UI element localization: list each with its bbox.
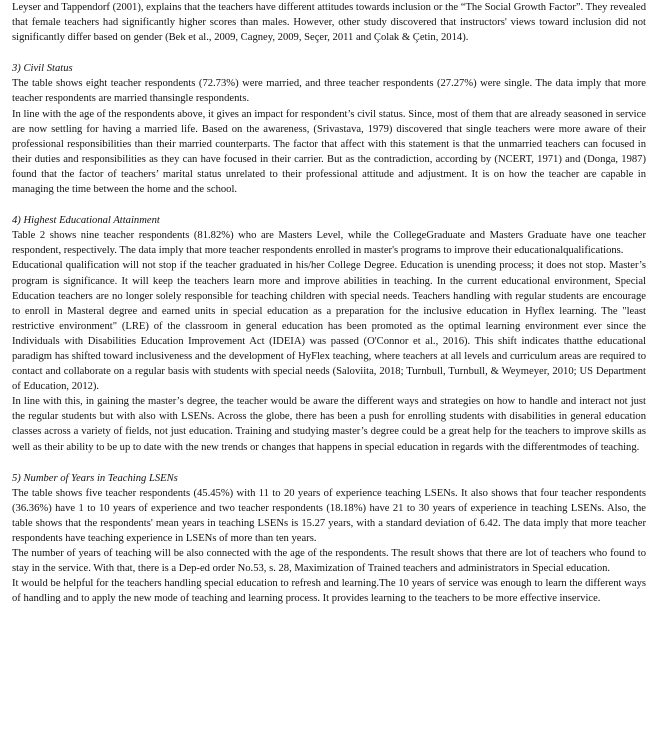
spacer (12, 455, 646, 471)
body-paragraph: In line with this, in gaining the master’s degree, the teacher would be aware the different ways and strategies on how to handle and interact not just the regular students but with also with LSENs. Across the globe, there has been a push for enrolling students with disabilities in general education classes across a variety of fields, not just education. Training and studying master’s degree could be a great help for the teachers to improve skills as well as their ability to be up to date with the new trends or changes that happens in special education in regards with the differentmodes of teaching. (12, 396, 646, 453)
body-paragraph: Table 2 shows nine teacher respondents (81.82%) who are Masters Level, while the CollegeGraduate and Masters Graduate have one teacher respondent, respectively. The data imply that more teacher respondents enrolled in master's programs to improve their educationalqualifications. (12, 230, 646, 257)
section-heading: 4) Highest Educational Attainment (12, 215, 160, 227)
section-heading: 3) Civil Status (12, 63, 73, 75)
section-educational-attainment (12, 213, 646, 455)
section-years-teaching (12, 471, 646, 607)
body-paragraph: It would be helpful for the teachers handling special education to refresh and learning.The 10 years of service was enough to learn the different ways of handling and to apply the new mode of teaching and learning process. It provides learning to the teachers to be more effective inservice. (12, 578, 646, 605)
section-heading: 5) Number of Years in Teaching LSENs (12, 472, 178, 484)
spacer (12, 45, 646, 61)
document-page (12, 0, 646, 606)
section-civil-status (12, 61, 646, 197)
body-paragraph: The table shows eight teacher respondents (72.73%) were married, and three teacher respondents (27.27%) were single. The data imply that more teacher respondents are married thansingle respondents. (12, 78, 646, 105)
body-paragraph: Educational qualification will not stop if the teacher graduated in his/her College Degree. Education is unending process; it does not stop. Master’s program is significance. It will keep the teachers learn more and improve abilities in teaching. In the current educational environment, Special Education teachers are no longer solely responsible for teaching children with special needs. Teachers handling with regular students are encourage to enroll in Masteral degree and earned units in special education as a preparation for the inclusive education in Hyflex learning. The "least restrictive environment" (LRE) of the classroom in general education has been promoted as the optimal learning environment ever since the Individuals with Disabilities Education Improvement Act (IDEIA) was passed (O'Connor et al., 2016). This shift indicates thatthe educational paradigm has shifted toward inclusiveness and the development of HyFlex teaching, where teachers at all levels and curriculum areas are required to contact and collaborate on a regular basis with students with special needs (Saloviita, 2018; Turnbull, Turnbull, & Weymeyer, 2010; US Department of Education, 2012). (12, 260, 646, 393)
body-paragraph: The table shows five teacher respondents (45.45%) with 11 to 20 years of experience teaching LSENs. It also shows that four teacher respondents (36.36%) have 1 to 10 years of experience and two teacher respondents (18.18%) have 21 to 30 years of experience in teaching LSENs. Also, the table shows that the respondents' mean years in teaching LSENs is 15.27 years, with a standard deviation of 6.42. The data imply that more teacher respondents have teaching experience in LSENs of more than ten years. (12, 487, 646, 544)
body-paragraph: The number of years of teaching will be also connected with the age of the respondents. The result shows that there are lot of teachers who found to stay in the service. With that, there is a Dep-ed order No.53, s. 28, Maximization of Trained teachers and administrators in Special education. (12, 548, 646, 575)
body-paragraph: In line with the age of the respondents above, it gives an impact for respondent’s civil status. Since, most of them that are already seasoned in service are now settling for having a married life. Based on the awareness, (Srivastava, 1979) discovered that single teachers were more aware of their professional responsibilities than their married counterparts. The factor that affect with this statement is that the unmarried teachers can focused in their duties and responsibilities as they can have focused in their carrier. But as the contradiction, according by (NCERT, 1971) and (Donga, 1987) found that the factor of teachers’ marital status unrelated to their professional attitude and adjustment. It is on how the teacher are capable in managing the time between the home and the school. (12, 108, 646, 196)
intro-paragraph: Leyser and Tappendorf (2001), explains that the teachers have different attitudes towards inclusion or the “The Social Growth Factor”. They revealed that female teachers had significantly higher scores than males. However, other study discovered that instructors' views toward inclusion did not significantly differ based on gender (Bek et al., 2009, Cagney, 2009, Seçer, 2011 and Çolak & Çetin, 2014). (12, 2, 646, 44)
spacer (12, 197, 646, 213)
